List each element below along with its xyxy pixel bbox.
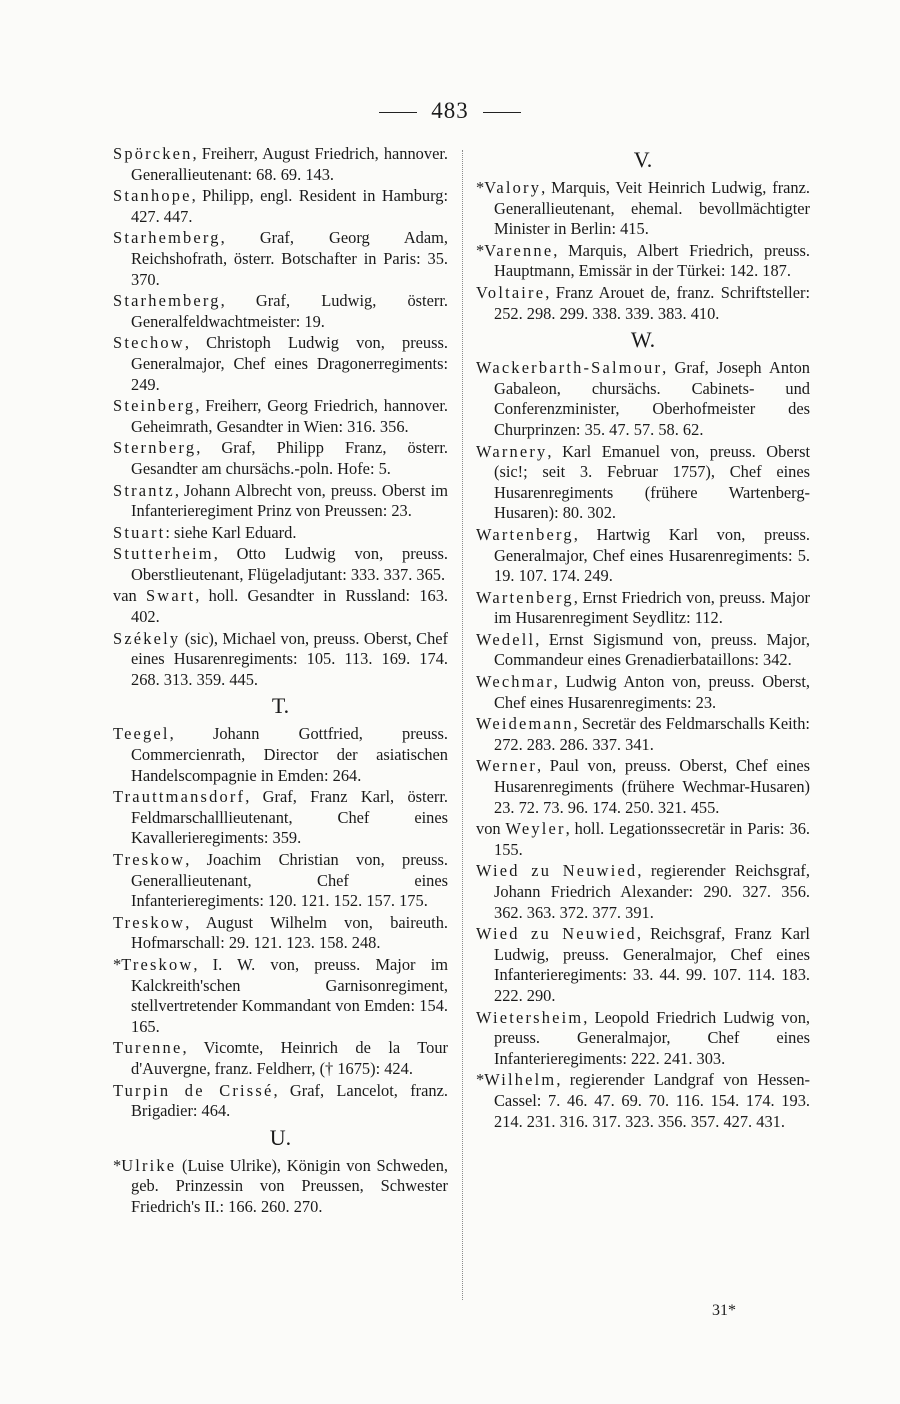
entry-name: Teegel bbox=[113, 724, 170, 744]
entry-name: Stutterheim bbox=[113, 544, 214, 564]
index-entry bbox=[113, 586, 448, 627]
entry-text: , Christoph Ludwig von, preuss. Generalmajor, Chef eines Dragonerregiments: 249. bbox=[131, 333, 448, 394]
entry-text: , Secretär des Feldmarschalls Keith: 272. 283. 286. 337. 341. bbox=[494, 714, 810, 754]
entry-text: , Marquis, Veit Heinrich Ludwig, franz. Generallieutenant, ehemal. bevollmächtigter Minister in Berlin: 415. bbox=[494, 178, 810, 239]
index-entry bbox=[113, 913, 448, 954]
entry-name-prefix: von bbox=[476, 819, 506, 839]
index-entry bbox=[476, 630, 810, 671]
entry-text: , Karl Emanuel von, preuss. Oberst (sic!; seit 3. Februar 1757), Chef eines Husarenregiments (frühere Wartenberg-Husaren): 80. 302. bbox=[494, 441, 810, 523]
entry-name: Treskow bbox=[113, 912, 186, 932]
entry-name: Swart bbox=[145, 586, 196, 606]
index-entry bbox=[113, 481, 448, 522]
entry-name: Wilhelm bbox=[484, 1070, 557, 1090]
entry-name: Stechow bbox=[113, 333, 185, 353]
entry-text: , Graf, Georg Adam, Reichshofrath, österr. Botschafter in Paris: 35. 370. bbox=[131, 228, 448, 289]
entry-text: (Luise Ulrike), Königin von Schweden, geb. Prinzessin von Preussen, Schwester Friedrich's II.: 166. 260. 270. bbox=[131, 1155, 448, 1216]
entry-name: Trauttmansdorf bbox=[113, 787, 246, 807]
entry-name: Steinberg bbox=[113, 396, 196, 416]
entry-text: , Johann Albrecht von, preuss. Oberst im Infanterieregiment Prinz von Preussen: 23. bbox=[131, 480, 448, 521]
column-divider bbox=[462, 150, 463, 1300]
index-entry bbox=[476, 819, 810, 860]
entry-text: , Franz Arouet de, franz. Schriftsteller: 252. 298. 299. 338. 339. 383. 410. bbox=[494, 282, 810, 323]
entry-name: Werner bbox=[476, 756, 538, 776]
header-dash-left bbox=[379, 112, 417, 113]
asterisk-marker: * bbox=[476, 240, 485, 260]
index-entry bbox=[113, 186, 448, 227]
entry-name: Treskow bbox=[113, 850, 186, 869]
section-letter: T. bbox=[271, 693, 290, 719]
entry-text: , I. W. von, preuss. Major im Kalckreith'schen Garnisonregiment, stellvertretender Kommandant von Emden: 154. 165. bbox=[131, 954, 448, 1036]
entry-text: , Graf, Philipp Franz, österr. Gesandter am chursächs.-poln. Hofe: 5. bbox=[131, 438, 448, 478]
index-entry bbox=[113, 396, 448, 437]
index-entry bbox=[113, 438, 448, 479]
entry-name: Ulrike bbox=[121, 1155, 177, 1175]
index-entry bbox=[476, 283, 810, 324]
entry-name: Stanhope bbox=[113, 186, 192, 206]
page-number: 483 bbox=[431, 98, 469, 123]
section-letter: W. bbox=[630, 327, 656, 353]
index-entry bbox=[113, 523, 448, 544]
entry-name: Valory bbox=[484, 178, 542, 197]
entry-name: Weidemann bbox=[476, 714, 574, 734]
entry-text: , Graf, Joseph Anton Gabaleon, chursächs. Cabinets- und Conferenzminister, Oberhofmeister des Churprinzen: 35. 47. 57. 58. 62. bbox=[494, 358, 810, 439]
index-entry bbox=[476, 714, 810, 755]
entry-name: Varenne bbox=[484, 240, 554, 260]
index-column-right bbox=[476, 144, 810, 1133]
entry-name: Turenne bbox=[113, 1038, 183, 1058]
entry-text: , Freiherr, August Friedrich, hannover. Generallieutenant: 68. 69. 143. bbox=[131, 144, 448, 184]
entry-text: , Johann Gottfried, preuss. Commercienrath, Director der asiatischen Handelscompagnie in Emden: 264. bbox=[131, 724, 448, 785]
index-entry bbox=[113, 850, 448, 912]
entry-name: Turpin de Crissé bbox=[113, 1080, 274, 1100]
index-entry bbox=[113, 955, 448, 1037]
entry-text: , Graf, Ludwig, österr. Generalfeldwachtmeister: 19. bbox=[131, 291, 448, 331]
entry-text: (sic), Michael von, preuss. Oberst, Chef eines Husarenregiments: 105. 113. 169. 174. 268. 313. 359. 445. bbox=[131, 628, 448, 689]
entry-name: Wied zu Neuwied bbox=[476, 861, 638, 881]
index-entry bbox=[113, 787, 448, 849]
index-entry bbox=[476, 861, 810, 923]
section-letter: V. bbox=[633, 147, 653, 172]
asterisk-marker: * bbox=[476, 178, 485, 197]
sheet-signature: 31* bbox=[712, 1302, 736, 1319]
entry-name: Spörcken bbox=[113, 144, 193, 163]
entry-name: Wietersheim bbox=[476, 1007, 584, 1027]
index-entry bbox=[476, 1070, 810, 1132]
entry-name: Sternberg bbox=[113, 438, 197, 458]
entry-name: Starhemberg bbox=[113, 228, 221, 248]
index-column-left bbox=[113, 144, 448, 1219]
index-entry bbox=[113, 1081, 448, 1122]
entry-text: , Paul von, preuss. Oberst, Chef eines Husarenregiments (frühere Wechmar-Husaren) 23. 72. 73. 96. 174. 250. 321. 455. bbox=[494, 756, 810, 817]
entry-name: Wechmar bbox=[476, 672, 554, 692]
section-letter: U. bbox=[269, 1124, 292, 1150]
index-entry bbox=[476, 358, 810, 440]
entry-text: , Marquis, Albert Friedrich, preuss. Hauptmann, Emissär in der Türkei: 142. 187. bbox=[494, 240, 810, 281]
entry-name: Warnery bbox=[476, 441, 548, 461]
entry-name: Strantz bbox=[113, 480, 175, 500]
index-entry bbox=[476, 672, 810, 713]
entry-text: , Vicomte, Heinrich de la Tour d'Auvergne, franz. Feldherr, († 1675): 424. bbox=[131, 1038, 448, 1078]
index-entry bbox=[476, 924, 810, 1006]
index-entry bbox=[113, 724, 448, 786]
entry-text: , Otto Ludwig von, preuss. Oberstlieutenant, Flügeladjutant: 333. 337. 365. bbox=[131, 544, 448, 584]
entry-text: , holl. Gesandter in Russland: 163. 402. bbox=[131, 586, 449, 627]
asterisk-marker: * bbox=[113, 1155, 122, 1175]
entry-text: , Joachim Christian von, preuss. Generallieutenant, Chef eines Infanterieregiments: 120. 121. 152. 157. 175. bbox=[131, 850, 448, 911]
entry-name: Székely bbox=[113, 628, 181, 648]
index-entry bbox=[113, 291, 448, 332]
entry-text: , August Wilhelm von, baireuth. Hofmarschall: 29. 121. 123. 158. 248. bbox=[131, 912, 448, 953]
index-entry bbox=[113, 629, 448, 691]
index-entry bbox=[476, 525, 810, 587]
entry-name: Wedell bbox=[476, 629, 536, 649]
index-entry bbox=[476, 756, 810, 818]
entry-text: , Philipp, engl. Resident in Hamburg: 427. 447. bbox=[131, 186, 448, 226]
entry-name: Wackerbarth-Salmour bbox=[476, 358, 663, 378]
index-entry bbox=[476, 1008, 810, 1070]
page-number-header bbox=[0, 98, 900, 124]
entry-text: , regierender Reichsgraf, Johann Friedrich Alexander: 290. 327. 356. 362. 363. 372. 377. 391. bbox=[494, 861, 810, 922]
header-dash-right bbox=[483, 112, 521, 113]
asterisk-marker: * bbox=[113, 954, 122, 974]
entry-text: , Graf, Franz Karl, österr. Feldmarschalllieutenant, Chef eines Kavallerieregiments: 359. bbox=[131, 787, 448, 848]
index-entry bbox=[113, 333, 448, 395]
index-entry bbox=[476, 442, 810, 524]
index-entry bbox=[476, 178, 810, 240]
entry-name: Wartenberg bbox=[476, 587, 574, 607]
entry-text: , Graf, Lancelot, franz. Brigadier: 464. bbox=[131, 1080, 448, 1121]
entry-name: Treskow bbox=[121, 954, 194, 974]
index-entry bbox=[113, 1038, 448, 1079]
entry-name: Wartenberg bbox=[476, 524, 574, 544]
entry-name: Stuart bbox=[113, 522, 166, 542]
asterisk-marker: * bbox=[476, 1070, 485, 1090]
entry-text: , regierender Landgraf von Hessen-Cassel: 7. 46. 47. 69. 70. 116. 154. 174. 193. 214. 231. 316. 317. 323. 356. 357. 427. 431. bbox=[494, 1070, 810, 1131]
entry-text: , Hartwig Karl von, preuss. Generalmajor, Chef eines Husarenregiments: 5. 19. 107. 174. 249. bbox=[494, 524, 810, 586]
entry-text: , Ernst Friedrich von, preuss. Major im Husarenregiment Seydlitz: 112. bbox=[494, 587, 810, 628]
index-entry bbox=[113, 1156, 448, 1218]
entry-text: , holl. Legationssecretär in Paris: 36. 155. bbox=[494, 819, 810, 859]
entry-name: Weyler bbox=[505, 819, 566, 839]
entry-name: Starhemberg bbox=[113, 291, 221, 311]
index-entry bbox=[476, 588, 810, 629]
entry-name-prefix: van bbox=[113, 586, 146, 606]
entry-text: , Freiherr, Georg Friedrich, hannover. Geheimrath, Gesandter in Wien: 316. 356. bbox=[131, 396, 448, 436]
index-entry bbox=[113, 228, 448, 290]
entry-name: Wied zu Neuwied bbox=[476, 924, 637, 944]
entry-text: , Reichsgraf, Franz Karl Ludwig, preuss. Generalmajor, Chef eines Infanterieregiments: 33. 44. 99. 107. 114. 183. 222. 290. bbox=[494, 924, 810, 1005]
index-entry bbox=[113, 544, 448, 585]
index-entry bbox=[113, 144, 448, 185]
entry-text: : siehe Karl Eduard. bbox=[165, 522, 297, 542]
entry-text: , Ludwig Anton von, preuss. Oberst, Chef eines Husarenregiments: 23. bbox=[494, 672, 810, 712]
entry-text: , Ernst Sigismund von, preuss. Major, Commandeur eines Grenadierbataillons: 342. bbox=[494, 629, 810, 670]
entry-name: Voltaire bbox=[476, 282, 546, 302]
entry-text: , Leopold Friedrich Ludwig von, preuss. Generalmajor, Chef eines Infanterieregiments: 222. 241. 303. bbox=[494, 1007, 810, 1068]
index-entry bbox=[476, 241, 810, 282]
